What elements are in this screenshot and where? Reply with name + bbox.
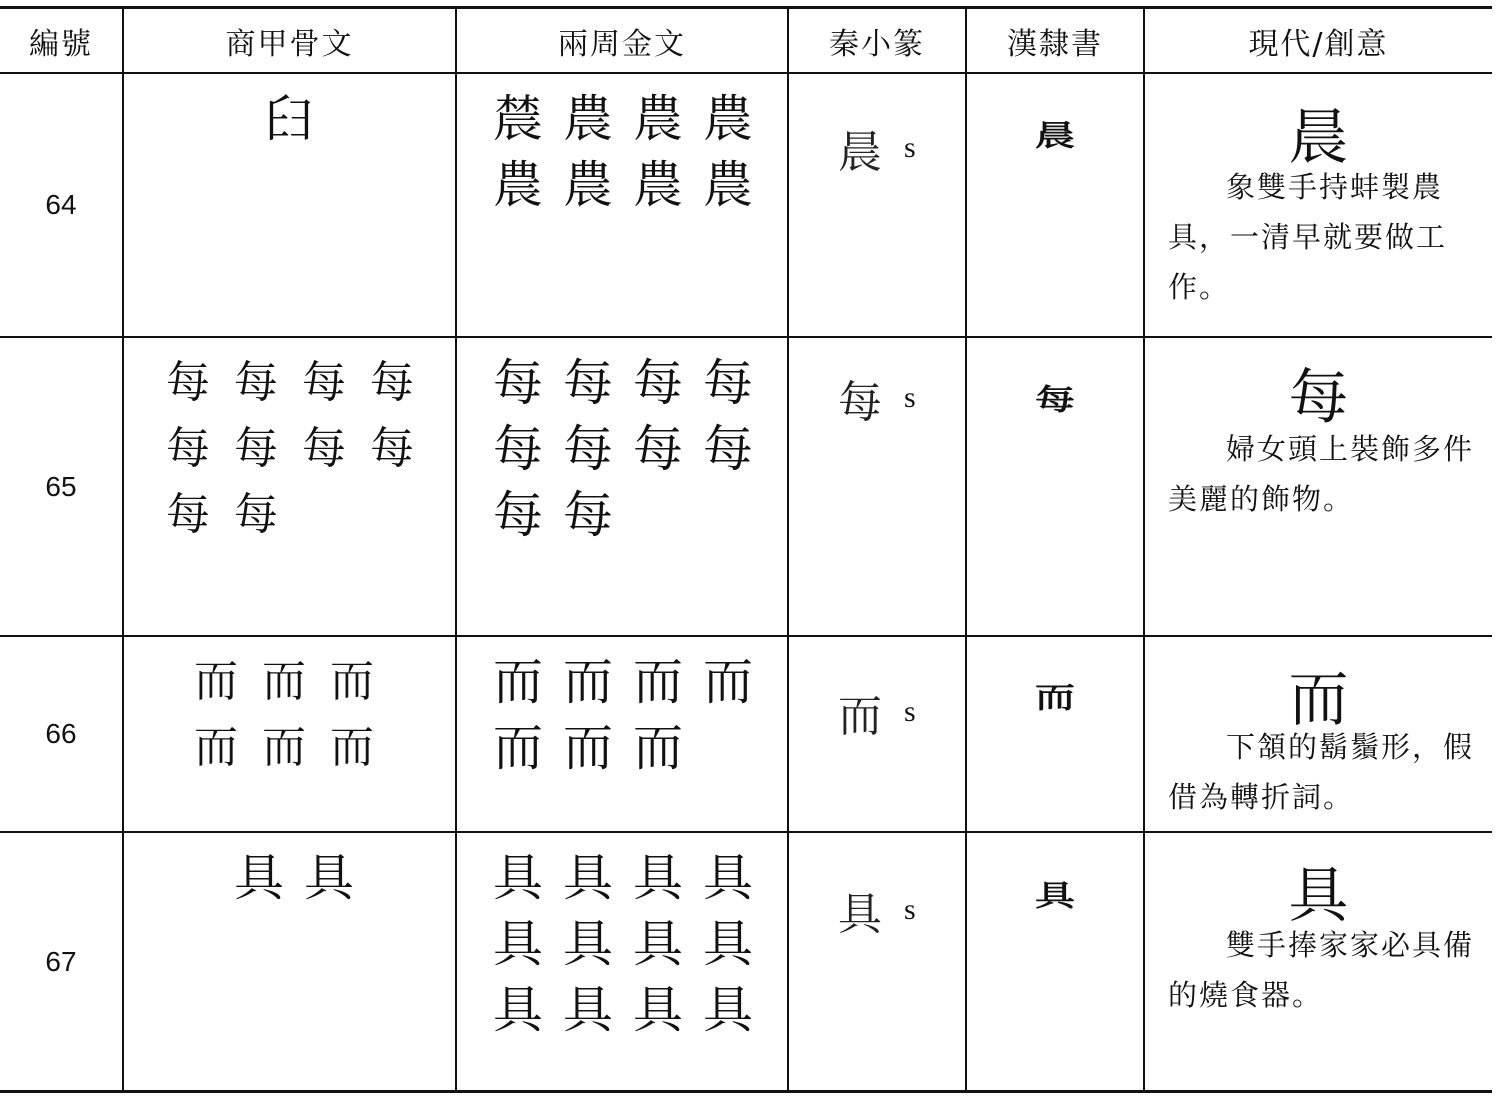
- zhou-glyph-group: [457, 637, 787, 831]
- bronze-glyph: 具: [703, 849, 753, 907]
- seal-marker: s: [904, 893, 916, 926]
- bronze-glyph: 具: [703, 981, 753, 1039]
- oracle-glyph: 每: [302, 423, 346, 474]
- bronze-glyph: 具: [633, 981, 683, 1039]
- shang-glyph-group: [124, 833, 455, 1090]
- clerical-glyph: 晨: [1035, 119, 1075, 153]
- bronze-glyph: 具: [703, 915, 753, 973]
- oracle-glyph: 𦥑: [264, 90, 314, 148]
- seal-glyph: 晨: [838, 127, 882, 178]
- zhou-glyph-group: [457, 338, 787, 635]
- seal-marker: s: [904, 131, 916, 164]
- bronze-glyph: 每: [563, 486, 613, 544]
- qin-seal-entry: [838, 368, 916, 428]
- bronze-glyph: 具: [633, 849, 683, 907]
- column-divider: [787, 8, 789, 1091]
- character-description: 婦女頭上裝飾多件美麗的飾物。: [1168, 432, 1475, 516]
- oracle-glyph: 而: [330, 722, 374, 773]
- shang-glyph-group: [124, 74, 455, 336]
- header-zhou-bronze: 兩周金文: [558, 26, 686, 62]
- bronze-glyph: 具: [633, 915, 683, 973]
- clerical-glyph: 每: [1035, 383, 1075, 417]
- row-number: 64: [45, 189, 77, 220]
- seal-marker: s: [904, 381, 916, 414]
- row-number: 66: [45, 718, 77, 749]
- bronze-glyph: 而: [633, 719, 683, 777]
- bronze-glyph: 農: [703, 90, 753, 148]
- modern-character: 而: [1288, 665, 1349, 735]
- bronze-glyph: 具: [563, 981, 613, 1039]
- bronze-glyph: 農: [633, 90, 683, 148]
- bronze-glyph: 每: [703, 354, 753, 412]
- header-qin-seal: 秦小篆: [829, 26, 925, 62]
- bronze-glyph: 而: [563, 719, 613, 777]
- character-description: 雙手捧家家必具備的燒食器。: [1168, 928, 1475, 1012]
- oracle-glyph: 每: [166, 423, 210, 474]
- bronze-glyph: 每: [493, 354, 543, 412]
- oracle-glyph: 而: [262, 656, 306, 707]
- bronze-glyph: 每: [633, 420, 683, 478]
- header-modern: 現代/創意: [1248, 26, 1389, 62]
- header-han-clerical: 漢隸書: [1007, 26, 1103, 62]
- seal-glyph: 每: [838, 377, 882, 428]
- bronze-glyph: 每: [493, 486, 543, 544]
- bronze-glyph: 每: [703, 420, 753, 478]
- modern-character: 具: [1288, 861, 1349, 931]
- oracle-glyph: 每: [166, 489, 210, 540]
- qin-seal-entry: [838, 880, 916, 940]
- oracle-glyph: 具: [304, 849, 354, 907]
- oracle-glyph: 每: [166, 357, 210, 408]
- character-description: 象雙手持蚌製農具，一清早就要做工作。: [1168, 170, 1448, 304]
- oracle-glyph: 每: [370, 423, 414, 474]
- bronze-glyph: 而: [633, 653, 683, 711]
- character-description: 下頷的鬍鬚形，假借為轉折詞。: [1168, 730, 1475, 814]
- column-divider: [1143, 8, 1145, 1091]
- shang-glyph-group: [124, 338, 455, 635]
- row-number: 65: [45, 470, 77, 502]
- header-number: 編號: [29, 26, 93, 62]
- oracle-glyph: 每: [302, 357, 346, 408]
- bronze-glyph: 具: [563, 915, 613, 973]
- oracle-glyph: 每: [234, 357, 278, 408]
- bronze-glyph: 而: [493, 719, 543, 777]
- bronze-glyph: 每: [493, 420, 543, 478]
- zhou-glyph-group: [457, 833, 787, 1090]
- bronze-glyph: 每: [633, 354, 683, 412]
- clerical-glyph: 而: [1035, 681, 1075, 715]
- bronze-glyph: 而: [493, 653, 543, 711]
- zhou-glyph-group: [457, 74, 787, 336]
- oracle-glyph: 而: [194, 656, 238, 707]
- modern-character: 晨: [1288, 103, 1349, 173]
- bronze-glyph: 具: [493, 849, 543, 907]
- oracle-glyph: 而: [262, 722, 306, 773]
- modern-character: 每: [1288, 363, 1349, 433]
- bronze-glyph: 辳: [493, 90, 543, 148]
- bronze-glyph: 具: [493, 915, 543, 973]
- bronze-glyph: 具: [493, 981, 543, 1039]
- row-number: 67: [45, 945, 77, 977]
- shang-glyph-group: [124, 637, 455, 831]
- header-shang-oracle: 商甲骨文: [225, 26, 354, 62]
- bronze-glyph: 具: [563, 849, 613, 907]
- oracle-glyph: 而: [330, 656, 374, 707]
- bronze-glyph: 而: [703, 653, 753, 711]
- seal-marker: s: [904, 695, 916, 728]
- oracle-glyph: 每: [234, 489, 278, 540]
- bronze-glyph: 農: [563, 156, 613, 214]
- table-bottom-border: [0, 1090, 1492, 1093]
- qin-seal-entry: [838, 118, 916, 178]
- bronze-glyph: 農: [633, 156, 683, 214]
- seal-glyph: 而: [838, 691, 882, 742]
- oracle-glyph: 具: [234, 849, 284, 907]
- bronze-glyph: 農: [493, 156, 543, 214]
- seal-glyph: 具: [838, 889, 882, 940]
- bronze-glyph: 每: [563, 420, 613, 478]
- bronze-glyph: 而: [563, 653, 613, 711]
- oracle-glyph: 而: [194, 722, 238, 773]
- bronze-glyph: 每: [563, 354, 613, 412]
- bronze-glyph: 農: [703, 156, 753, 214]
- bronze-glyph: 農: [563, 90, 613, 148]
- oracle-glyph: 每: [234, 423, 278, 474]
- column-divider: [965, 8, 967, 1091]
- qin-seal-entry: [838, 682, 916, 742]
- clerical-glyph: 具: [1035, 879, 1075, 913]
- oracle-glyph: 每: [370, 357, 414, 408]
